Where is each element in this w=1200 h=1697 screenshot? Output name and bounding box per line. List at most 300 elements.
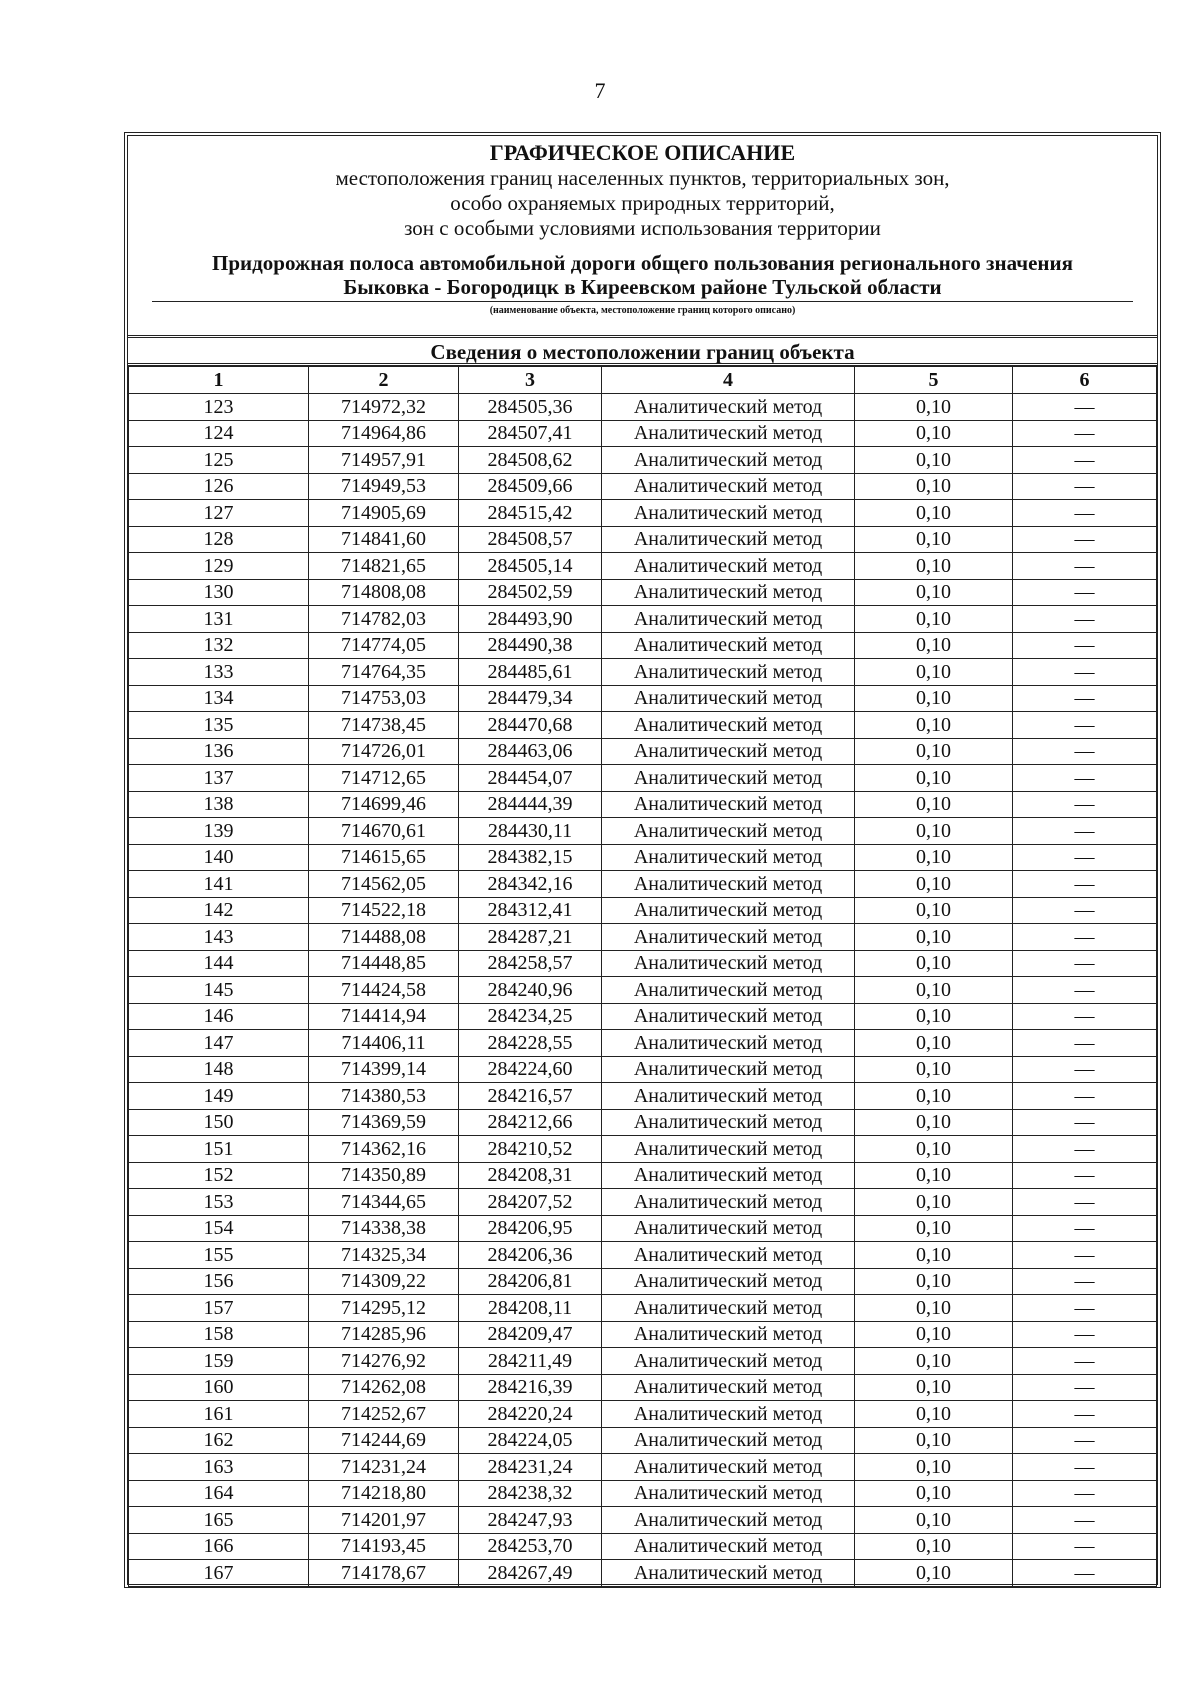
method-cell: Аналитический метод [602,1136,855,1163]
coordinate-y-cell: 284312,41 [459,897,602,924]
coordinate-x-cell: 714244,69 [309,1427,459,1454]
method-cell: Аналитический метод [602,1083,855,1110]
description-cell: — [1013,1480,1157,1507]
table-row [129,1401,1157,1428]
coordinate-x-cell: 714821,65 [309,553,459,580]
accuracy-cell: 0,10 [855,977,1013,1004]
point-number-cell: 167 [129,1560,309,1587]
coordinate-x-cell: 714369,59 [309,1109,459,1136]
object-name-line-1: Придорожная полоса автомобильной дороги общего пользования регионального значения [212,251,1073,275]
table-row [129,1295,1157,1322]
method-cell: Аналитический метод [602,659,855,686]
method-cell: Аналитический метод [602,394,855,421]
table-row [129,1162,1157,1189]
description-cell: — [1013,447,1157,474]
point-number-cell: 145 [129,977,309,1004]
point-number-cell: 130 [129,579,309,606]
table-row [129,579,1157,606]
table-row [129,1109,1157,1136]
coordinate-x-cell: 714782,03 [309,606,459,633]
coordinate-x-cell: 714350,89 [309,1162,459,1189]
table-row [129,500,1157,527]
point-number-cell: 131 [129,606,309,633]
coordinate-x-cell: 714972,32 [309,394,459,421]
coordinate-x-cell: 714380,53 [309,1083,459,1110]
method-cell: Аналитический метод [602,924,855,951]
description-cell: — [1013,1109,1157,1136]
accuracy-cell: 0,10 [855,447,1013,474]
table-row [129,924,1157,951]
table-row [129,1003,1157,1030]
method-cell: Аналитический метод [602,1374,855,1401]
point-number-cell: 135 [129,712,309,739]
accuracy-cell: 0,10 [855,579,1013,606]
accuracy-cell: 0,10 [855,1268,1013,1295]
coordinate-y-cell: 284505,14 [459,553,602,580]
table-row [129,1480,1157,1507]
coordinate-y-cell: 284454,07 [459,765,602,792]
description-cell: — [1013,420,1157,447]
accuracy-cell: 0,10 [855,924,1013,951]
table-row [129,791,1157,818]
accuracy-cell: 0,10 [855,1109,1013,1136]
coordinate-y-cell: 284507,41 [459,420,602,447]
method-cell: Аналитический метод [602,1480,855,1507]
method-cell: Аналитический метод [602,1215,855,1242]
table-row [129,526,1157,553]
accuracy-cell: 0,10 [855,1215,1013,1242]
accuracy-cell: 0,10 [855,1162,1013,1189]
coordinate-x-cell: 714344,65 [309,1189,459,1216]
coordinate-y-cell: 284463,06 [459,738,602,765]
accuracy-cell: 0,10 [855,606,1013,633]
coordinate-x-cell: 714193,45 [309,1533,459,1560]
coordinate-y-cell: 284267,49 [459,1560,602,1587]
accuracy-cell: 0,10 [855,1083,1013,1110]
table-row [129,1056,1157,1083]
point-number-cell: 129 [129,553,309,580]
accuracy-cell: 0,10 [855,1242,1013,1269]
table-row [129,1242,1157,1269]
table-row [129,1348,1157,1375]
accuracy-cell: 0,10 [855,473,1013,500]
method-cell: Аналитический метод [602,1003,855,1030]
accuracy-cell: 0,10 [855,632,1013,659]
table-row [129,950,1157,977]
point-number-cell: 136 [129,738,309,765]
accuracy-cell: 0,10 [855,950,1013,977]
description-cell: — [1013,1295,1157,1322]
accuracy-cell: 0,10 [855,659,1013,686]
coordinate-x-cell: 714774,05 [309,632,459,659]
accuracy-cell: 0,10 [855,791,1013,818]
point-number-cell: 141 [129,871,309,898]
accuracy-cell: 0,10 [855,765,1013,792]
point-number-cell: 142 [129,897,309,924]
coordinate-y-cell: 284247,93 [459,1507,602,1534]
table-row [129,897,1157,924]
point-number-cell: 125 [129,447,309,474]
coordinate-x-cell: 714841,60 [309,526,459,553]
table-row [129,473,1157,500]
coordinate-y-cell: 284240,96 [459,977,602,1004]
description-cell: — [1013,394,1157,421]
description-cell: — [1013,1454,1157,1481]
method-cell: Аналитический метод [602,1454,855,1481]
description-cell: — [1013,1427,1157,1454]
method-cell: Аналитический метод [602,1056,855,1083]
description-cell: — [1013,1533,1157,1560]
point-number-cell: 148 [129,1056,309,1083]
point-number-cell: 165 [129,1507,309,1534]
accuracy-cell: 0,10 [855,685,1013,712]
table-row [129,712,1157,739]
accuracy-cell: 0,10 [855,1427,1013,1454]
coordinate-y-cell: 284430,11 [459,818,602,845]
table-row [129,1427,1157,1454]
method-cell: Аналитический метод [602,1030,855,1057]
coordinate-y-cell: 284509,66 [459,473,602,500]
table-row [129,977,1157,1004]
description-cell: — [1013,950,1157,977]
coordinate-x-cell: 714949,53 [309,473,459,500]
coordinate-x-cell: 714276,92 [309,1348,459,1375]
subtitle-line-1: местоположения границ населенных пунктов, территориальных зон, [335,166,950,190]
accuracy-cell: 0,10 [855,818,1013,845]
table-row [129,420,1157,447]
method-cell: Аналитический метод [602,1162,855,1189]
coordinate-x-cell: 714262,08 [309,1374,459,1401]
description-cell: — [1013,1401,1157,1428]
description-cell: — [1013,1136,1157,1163]
description-cell: — [1013,791,1157,818]
coordinate-y-cell: 284479,34 [459,685,602,712]
method-cell: Аналитический метод [602,632,855,659]
accuracy-cell: 0,10 [855,1454,1013,1481]
method-cell: Аналитический метод [602,871,855,898]
description-cell: — [1013,1162,1157,1189]
method-cell: Аналитический метод [602,1295,855,1322]
point-number-cell: 127 [129,500,309,527]
table-row [129,394,1157,421]
point-number-cell: 139 [129,818,309,845]
accuracy-cell: 0,10 [855,420,1013,447]
description-cell: — [1013,579,1157,606]
table-row [129,659,1157,686]
method-cell: Аналитический метод [602,473,855,500]
method-cell: Аналитический метод [602,553,855,580]
coordinate-y-cell: 284493,90 [459,606,602,633]
point-number-cell: 153 [129,1189,309,1216]
table-row [129,606,1157,633]
method-cell: Аналитический метод [602,765,855,792]
table-header-row [129,367,1157,394]
accuracy-cell: 0,10 [855,1401,1013,1428]
description-cell: — [1013,1268,1157,1295]
coordinate-y-cell: 284207,52 [459,1189,602,1216]
table-row [129,1083,1157,1110]
table-row [129,1215,1157,1242]
coordinate-x-cell: 714285,96 [309,1321,459,1348]
accuracy-cell: 0,10 [855,1136,1013,1163]
point-number-cell: 164 [129,1480,309,1507]
section-title: Сведения о местоположении границ объекта [128,338,1157,366]
column-header-2: 2 [309,367,459,394]
description-cell: — [1013,685,1157,712]
accuracy-cell: 0,10 [855,1295,1013,1322]
description-cell: — [1013,977,1157,1004]
coordinate-x-cell: 714201,97 [309,1507,459,1534]
coordinate-x-cell: 714362,16 [309,1136,459,1163]
accuracy-cell: 0,10 [855,1507,1013,1534]
column-header-6: 6 [1013,367,1157,394]
point-number-cell: 157 [129,1295,309,1322]
method-cell: Аналитический метод [602,685,855,712]
accuracy-cell: 0,10 [855,1056,1013,1083]
coordinate-y-cell: 284508,57 [459,526,602,553]
coordinate-y-cell: 284485,61 [459,659,602,686]
coordinate-y-cell: 284216,57 [459,1083,602,1110]
accuracy-cell: 0,10 [855,871,1013,898]
description-cell: — [1013,606,1157,633]
method-cell: Аналитический метод [602,1507,855,1534]
document-header [128,136,1157,338]
point-number-cell: 144 [129,950,309,977]
method-cell: Аналитический метод [602,420,855,447]
coordinate-x-cell: 714406,11 [309,1030,459,1057]
description-cell: — [1013,526,1157,553]
description-cell: — [1013,1242,1157,1269]
coordinate-x-cell: 714252,67 [309,1401,459,1428]
point-number-cell: 132 [129,632,309,659]
point-number-cell: 162 [129,1427,309,1454]
point-number-cell: 137 [129,765,309,792]
point-number-cell: 152 [129,1162,309,1189]
table-row [129,1030,1157,1057]
method-cell: Аналитический метод [602,844,855,871]
accuracy-cell: 0,10 [855,1030,1013,1057]
coordinate-y-cell: 284287,21 [459,924,602,951]
method-cell: Аналитический метод [602,1189,855,1216]
accuracy-cell: 0,10 [855,553,1013,580]
coordinate-y-cell: 284382,15 [459,844,602,871]
description-cell: — [1013,897,1157,924]
coordinate-y-cell: 284208,11 [459,1295,602,1322]
coordinate-x-cell: 714178,67 [309,1560,459,1587]
accuracy-cell: 0,10 [855,844,1013,871]
method-cell: Аналитический метод [602,579,855,606]
document-frame [124,132,1161,1588]
column-header-4: 4 [602,367,855,394]
coordinate-y-cell: 284212,66 [459,1109,602,1136]
object-caption: (наименование объекта, местоположение границ которого описано) [489,305,796,316]
table-row [129,871,1157,898]
description-cell: — [1013,1189,1157,1216]
description-cell: — [1013,1560,1157,1587]
coordinate-x-cell: 714808,08 [309,579,459,606]
object-name-line-2: Быковка - Богородицк в Киреевском районе Тульской области [343,275,942,299]
subtitle-line-3: зон с особыми условиями использования территории [404,216,881,240]
method-cell: Аналитический метод [602,526,855,553]
table-row [129,447,1157,474]
coordinate-x-cell: 714522,18 [309,897,459,924]
point-number-cell: 161 [129,1401,309,1428]
description-cell: — [1013,818,1157,845]
description-cell: — [1013,712,1157,739]
description-cell: — [1013,1215,1157,1242]
coordinate-x-cell: 714712,65 [309,765,459,792]
point-number-cell: 166 [129,1533,309,1560]
table-row [129,1136,1157,1163]
point-number-cell: 155 [129,1242,309,1269]
accuracy-cell: 0,10 [855,1348,1013,1375]
object-name-underline [152,301,1133,302]
coordinate-x-cell: 714399,14 [309,1056,459,1083]
coordinate-x-cell: 714414,94 [309,1003,459,1030]
coordinate-x-cell: 714753,03 [309,685,459,712]
accuracy-cell: 0,10 [855,1480,1013,1507]
table-row [129,1560,1157,1587]
coordinate-y-cell: 284444,39 [459,791,602,818]
coordinate-y-cell: 284231,24 [459,1454,602,1481]
description-cell: — [1013,659,1157,686]
document-title: ГРАФИЧЕСКОЕ ОПИСАНИЕ [489,140,796,165]
coordinate-y-cell: 284228,55 [459,1030,602,1057]
method-cell: Аналитический метод [602,500,855,527]
description-cell: — [1013,632,1157,659]
table-body [129,394,1157,1587]
accuracy-cell: 0,10 [855,500,1013,527]
coordinate-x-cell: 714325,34 [309,1242,459,1269]
coordinate-y-cell: 284502,59 [459,579,602,606]
coordinate-y-cell: 284224,05 [459,1427,602,1454]
coordinate-y-cell: 284206,81 [459,1268,602,1295]
description-cell: — [1013,1321,1157,1348]
accuracy-cell: 0,10 [855,1374,1013,1401]
coordinate-x-cell: 714338,38 [309,1215,459,1242]
description-cell: — [1013,1374,1157,1401]
coordinate-x-cell: 714670,61 [309,818,459,845]
column-header-1: 1 [129,367,309,394]
point-number-cell: 159 [129,1348,309,1375]
coordinate-y-cell: 284220,24 [459,1401,602,1428]
coordinate-y-cell: 284515,42 [459,500,602,527]
accuracy-cell: 0,10 [855,1560,1013,1587]
point-number-cell: 143 [129,924,309,951]
method-cell: Аналитический метод [602,1268,855,1295]
table-row [129,1189,1157,1216]
point-number-cell: 158 [129,1321,309,1348]
coordinate-x-cell: 714488,08 [309,924,459,951]
coordinate-y-cell: 284206,95 [459,1215,602,1242]
description-cell: — [1013,1056,1157,1083]
method-cell: Аналитический метод [602,818,855,845]
coordinate-x-cell: 714424,58 [309,977,459,1004]
accuracy-cell: 0,10 [855,394,1013,421]
table-row [129,1268,1157,1295]
point-number-cell: 163 [129,1454,309,1481]
point-number-cell: 123 [129,394,309,421]
accuracy-cell: 0,10 [855,712,1013,739]
method-cell: Аналитический метод [602,1348,855,1375]
column-header-5: 5 [855,367,1013,394]
description-cell: — [1013,1083,1157,1110]
table-row [129,1533,1157,1560]
coordinate-y-cell: 284210,52 [459,1136,602,1163]
coordinate-x-cell: 714957,91 [309,447,459,474]
accuracy-cell: 0,10 [855,1003,1013,1030]
point-number-cell: 150 [129,1109,309,1136]
point-number-cell: 146 [129,1003,309,1030]
page-number: 7 [594,78,606,103]
description-cell: — [1013,1030,1157,1057]
method-cell: Аналитический метод [602,606,855,633]
point-number-cell: 149 [129,1083,309,1110]
table-row [129,632,1157,659]
method-cell: Аналитический метод [602,1321,855,1348]
coordinate-x-cell: 714309,22 [309,1268,459,1295]
coordinate-x-cell: 714699,46 [309,791,459,818]
method-cell: Аналитический метод [602,950,855,977]
method-cell: Аналитический метод [602,712,855,739]
table-row [129,1507,1157,1534]
point-number-cell: 160 [129,1374,309,1401]
coordinate-y-cell: 284505,36 [459,394,602,421]
description-cell: — [1013,871,1157,898]
coordinate-y-cell: 284342,16 [459,871,602,898]
method-cell: Аналитический метод [602,447,855,474]
point-number-cell: 154 [129,1215,309,1242]
point-number-cell: 128 [129,526,309,553]
point-number-cell: 124 [129,420,309,447]
coordinate-y-cell: 284508,62 [459,447,602,474]
column-header-3: 3 [459,367,602,394]
coordinate-x-cell: 714218,80 [309,1480,459,1507]
point-number-cell: 151 [129,1136,309,1163]
description-cell: — [1013,553,1157,580]
table-row [129,844,1157,871]
point-number-cell: 147 [129,1030,309,1057]
coordinate-y-cell: 284209,47 [459,1321,602,1348]
coordinate-x-cell: 714448,85 [309,950,459,977]
accuracy-cell: 0,10 [855,1321,1013,1348]
coordinate-y-cell: 284253,70 [459,1533,602,1560]
coordinate-y-cell: 284206,36 [459,1242,602,1269]
description-cell: — [1013,844,1157,871]
coordinate-y-cell: 284211,49 [459,1348,602,1375]
point-number-cell: 133 [129,659,309,686]
table-row [129,738,1157,765]
coordinate-x-cell: 714562,05 [309,871,459,898]
point-number-cell: 156 [129,1268,309,1295]
table-row [129,765,1157,792]
method-cell: Аналитический метод [602,1242,855,1269]
method-cell: Аналитический метод [602,1109,855,1136]
coordinate-y-cell: 284238,32 [459,1480,602,1507]
accuracy-cell: 0,10 [855,897,1013,924]
coordinate-x-cell: 714295,12 [309,1295,459,1322]
description-cell: — [1013,473,1157,500]
subtitle-line-2: особо охраняемых природных территорий, [450,191,835,215]
table-row [129,1454,1157,1481]
description-cell: — [1013,1507,1157,1534]
coordinate-x-cell: 714231,24 [309,1454,459,1481]
accuracy-cell: 0,10 [855,526,1013,553]
point-number-cell: 140 [129,844,309,871]
table-row [129,818,1157,845]
coordinate-y-cell: 284216,39 [459,1374,602,1401]
coordinate-y-cell: 284258,57 [459,950,602,977]
